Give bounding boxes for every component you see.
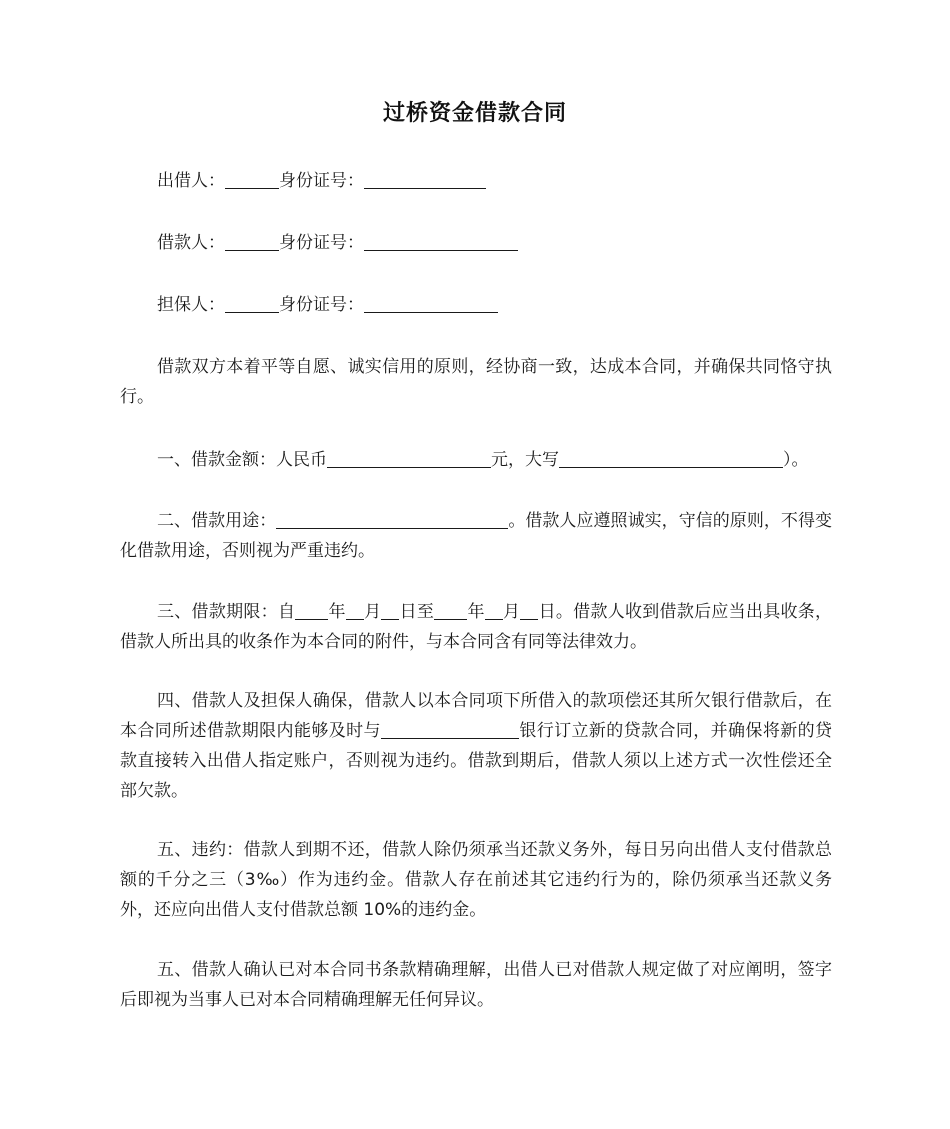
start-year-label: 年 — [328, 602, 346, 622]
end-year-label: 年 — [467, 602, 485, 622]
borrower-label: 借款人： — [157, 233, 225, 253]
clause-purpose — [120, 506, 832, 566]
clause-amount — [120, 445, 832, 475]
clause-guarantee-text-a: 四、借款人及担保人确保，借款人以本合同项下所借入的款项偿还其所欠银行借款后，在本合同所述借款期限内能够及时与 — [120, 691, 832, 741]
clause-term — [120, 597, 832, 657]
guarantor-id-label: 身份证号： — [279, 295, 364, 315]
borrower-line — [120, 228, 832, 258]
lender-id-blank — [364, 168, 486, 189]
start-day-blank — [381, 599, 399, 620]
clause-term-text-a: 三、借款期限：自 — [157, 602, 296, 622]
clause-default: 五、违约：借款人到期不还，借款人除仍须承当还款义务外，每日另向出借人支付借款总额的千分之三（3‰）作为违约金。借款人存在前述其它违约行为的，除仍须承当还款义务外，还应向出借人支付借款总额 10%的违约金。 — [120, 840, 832, 920]
end-day-blank — [520, 599, 538, 620]
guarantor-line — [120, 290, 832, 320]
lender-name-blank — [225, 168, 279, 189]
clause-purpose-text-a: 二、借款用途： — [157, 511, 277, 531]
lender-label: 出借人： — [157, 171, 225, 191]
guarantor-name-blank — [225, 292, 279, 313]
borrower-id-label: 身份证号： — [279, 233, 364, 253]
start-year-blank — [295, 599, 328, 620]
end-day-text: 日。借款人收到借款后应当出具收条，借款人所出具的收条作为本合同的附件，与本合同含有同等法律效力。 — [120, 602, 833, 652]
start-month-blank — [346, 599, 364, 620]
clause-guarantee-text-b: 银行订立新的贷款合同，并确保将新的贷款直接转入出借人指定账户，否则视为违约。借款到期后，借款人须以上述方式一次性偿还全部欠款。 — [120, 721, 833, 801]
document-title: 过桥资金借款合同 — [382, 101, 567, 126]
guarantor-label: 担保人： — [157, 295, 225, 315]
clause-amount-text-c: ）。 — [783, 450, 809, 470]
clause-guarantee — [120, 686, 832, 806]
start-day-label: 日至 — [399, 602, 435, 622]
lender-line — [120, 166, 832, 196]
clause-confirmation: 五、借款人确认已对本合同书条款精确理解，出借人已对借款人规定做了对应阐明，签字后即视为当事人已对本合同精确理解无任何异议。 — [120, 960, 832, 1010]
amount-figure-blank — [327, 447, 491, 468]
borrower-id-blank — [364, 230, 518, 251]
end-month-blank — [485, 599, 503, 620]
borrower-name-blank — [225, 230, 279, 251]
guarantor-id-blank — [364, 292, 498, 313]
end-year-blank — [434, 599, 467, 620]
intro-paragraph: 借款双方本着平等自愿、诚实信用的原则，经协商一致，达成本合同，并确保共同恪守执行。 — [120, 357, 832, 407]
end-month-label: 月 — [502, 602, 521, 622]
clause-amount-text-b: 元，大写 — [491, 450, 559, 470]
lender-id-label: 身份证号： — [279, 171, 364, 191]
bank-name-blank — [381, 718, 519, 739]
clause-purpose-text-b: 。借款人应遵照诚实，守信的原则，不得变化借款用途，否则视为严重违约。 — [120, 511, 833, 561]
purpose-blank — [276, 508, 508, 529]
clause-amount-text-a: 一、借款金额：人民币 — [157, 450, 327, 470]
start-month-label: 月 — [363, 602, 382, 622]
amount-words-blank — [559, 447, 783, 468]
